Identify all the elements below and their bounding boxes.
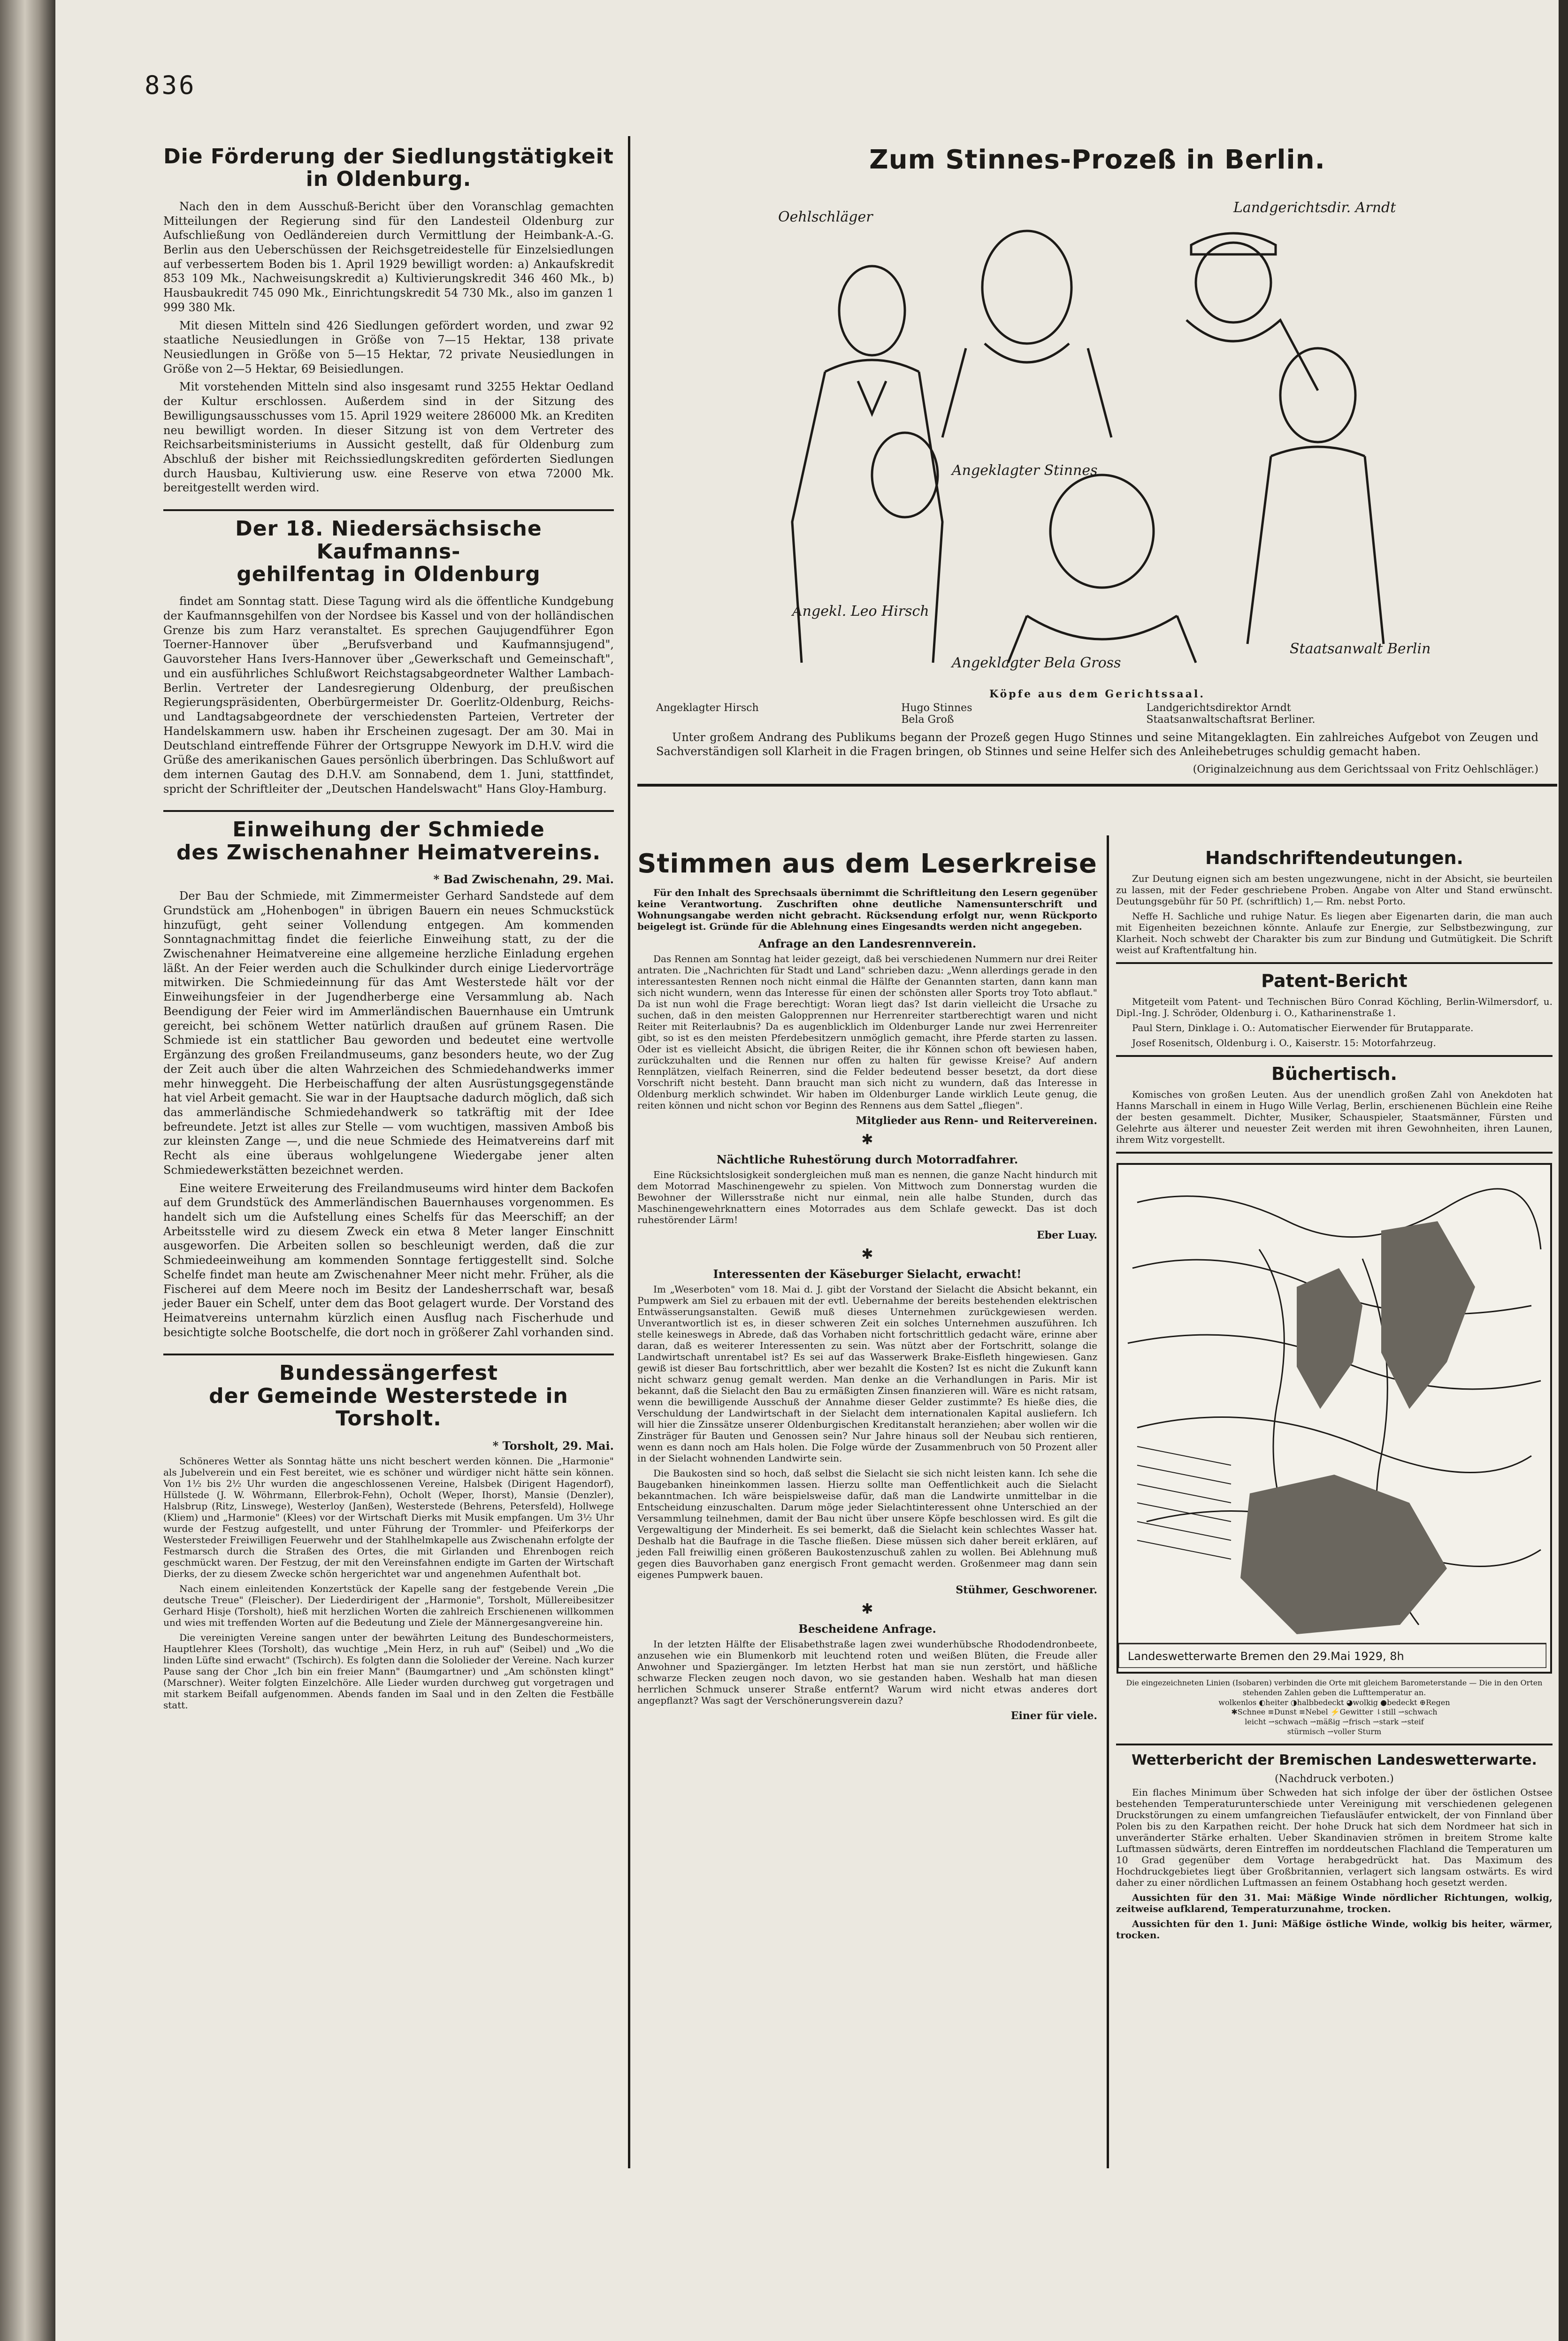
paragraph: Eine Rücksichtslosigkeit sondergleichen muß man es nennen, die ganze Nacht hindurch mit dem Motorrad Maschinengewehr zu spielen. Von Mittwoch zum Donnerstag wurden die Bewohner der Willersstraße nicht nur einmal, nein alle halbe Stunden, durch das Maschinengewehrknattern eines Motorrades aus dem Schlafe geweckt. Das ist doch ruhestörender Lärm! <box>637 1169 1097 1225</box>
letter-title: Interessenten der Käseburger Sielacht, erwacht! <box>713 1267 1022 1281</box>
paragraph: Nach einem einleitenden Konzertstück der Kapelle sang der festgebende Verein „Die deutsche Treue" (Fleischer). Der Liederdirigent der „Harmonie", Torsholt, Müllereibesitzer Gerhard Hisje (Torsholt), hieß mit herzlichen Worten die zahlreich Erschienenen willkommen und wies mit treffenden Worten auf die Bedeutung und Ziele der Männergesangvereine hin. <box>163 1583 614 1628</box>
legend-line: ✱Schnee ≡Dunst ≡Nebel ⚡Gewitter ⇂still ⇀schwach <box>1231 1707 1438 1717</box>
section-title: Wetterbericht der Bremischen Landeswetterwarte. <box>1132 1752 1537 1768</box>
article-title: Die Förderung der Siedlungstätigkeit in Oldenburg. <box>163 145 614 191</box>
dateline: * Torsholt, 29. Mai. <box>492 1438 614 1453</box>
forecast: Aussichten für den 1. Juni: Mäßige östliche Winde, wolkig bis heiter, wärmer, trocken. <box>1116 1918 1553 1941</box>
courtroom-sketch <box>764 193 1430 686</box>
section-subtitle: (Nachdruck verboten.) <box>1275 1773 1394 1785</box>
article-kaufmann <box>163 518 614 796</box>
paragraph: Der Bau der Schmiede, mit Zimmermeister Gerhard Sandstede auf dem Grundstück am „Hohenbogen" in übrigen Bauern ein neues Schmuckstück hinzufügt, geht seiner Vollendung entgegen. Am kommenden Sonntagnachmittag findet die feierliche Einweihung statt, zu der die Zwischenahner Heimatvereine eine allgemeine herzliche Einladung ergehen läßt. An der Feier werden auch die Schulkinder durch einige Liedervorträge mitwirken. Die Schmiedeinnung für das Amt Westerstede hält vor der Einweihungsfeier in der Jugendherberge eine Versammlung ab. Nach Beendigung der Feier wird im Ammerländischen Bauernhause ein Umtrunk gereicht, bei schönem Wetter natürlich draußen auf grünem Rasen. Die Schmiede ist ein stattlicher Bau geworden und bedeutet eine wertvolle Ergänzung des großen Freilandmuseums, ganz besonders heute, wo der Zug der Zeit auch über die alten Wahrzeichen des Schmiedehandwerks immer mehr hinweggeht. Die Herbeischaffung der alten Ausrüstungsgegenstände hat viel Arbeit gemacht. Sie war in der Hauptsache dadurch möglich, daß sich das ammerländische Schmiedehandwerk so tatkräftig mit der Idee befreundete. Jetzt ist alles zur Stelle — vom wuchtigen, massiven Amboß bis zur kleinsten Zange —, und die neue Schmiede des Heimatvereins darf mit Recht als eine überaus wohlgelungene Wiedergabe jener alten Schmiedewerkstätten bezeichnet werden. <box>163 889 614 1177</box>
divider <box>637 784 1557 787</box>
caption-name: Staatsanwaltschaftsrat Berliner. <box>1146 713 1316 726</box>
paragraph: Die vereinigten Vereine sangen unter der bewährten Leitung des Bundeschormeisters, Hauptlehrer Klees (Torsholt), das wuchtige „Mein Herz, in ruh auf" (Seibel) und „Wo die linden Lüfte sind erwacht" (Tschirch). Es folgten dann die Sololieder der Vereine. Nach kurzer Pause sang der Chor „Ich bin ein freier Mann" (Baumgartner) und „Am schönsten klingt" (Marschner). Weiter folgten Einzelchöre. Alle Lieder wurden durchweg gut vorgetragen und mit starkem Beifall aufgenommen. Abends fanden im Saal und in den Zelten die Festbälle statt. <box>163 1631 614 1711</box>
section-title: Büchertisch. <box>1271 1063 1397 1084</box>
paragraph: Das Rennen am Sonntag hat leider gezeigt, daß bei verschiedenen Nummern nur drei Reiter antraten. Die „Nachrichten für Stadt und Land" schrieben dazu: „Wenn allerdings gerade in den interessantesten Rennen noch nicht einmal die Hälfte der Genannten starten, dann kann man sich nicht wundern, wenn das Interesse für einen der schönsten aller Sports troy Toto abflaut." Da ist nun wohl die Frage berechtigt: Woran liegt das? Ist darin vielleicht die Ursache zu suchen, daß in den meisten Galopprennen nur Herrenreiter startberechtigt waren und nicht Reiter mit Reiterlaubnis? Da es augenblicklich im Oldenburger Lande nur zwei Herrenreiter gibt, so ist es den meisten Pferdebesitzern unmöglich gemacht, ihre Pferde starten zu lassen. Oder ist es vielleicht Absicht, die übrigen Reiter, die ihr Können schon oft bewiesen haben, zurückzuhalten und die Rennen nur offen zu halten für gewisse Kreise? Auf andern Rennplätzen, vielfach Reinerren, sind die Felder bedeutend besser besetzt, da dort diese Vorschrift nicht besteht. Dann braucht man sich nicht zu wundern, daß das Interesse in Oldenburg merklich schwindet. Wir haben im Oldenburger Lande wirklich Leute genug, die reiten können und nicht schon vor Beginn des Rennens aus dem Sattel „fliegen". <box>637 953 1097 1111</box>
paragraph: findet am Sonntag statt. Diese Tagung wird als die öffentliche Kundgebung der Kaufmannsgehilfen von der Nordsee bis Kassel und von der holländischen Grenze bis zum Harz veranstaltet. Es sprechen Gaujugendführer Egon Toerner-Hannover über „Berufsverband und Kaufmannsjugend", Gauvorsteher Hans Ivers-Hannover über „Gewerkschaft und Gemeinschaft", und ein ausführliches Schlußwort Reichstagsabgeordneter Walther Lambach-Berlin. Vertreter der Landesregierung Oldenburg, der preußischen Regierungspräsidenten, Oberbürgermeister Dr. Goerlitz-Oldenburg, Reichs- und Landtagsabgeordnete der verschiedensten Parteien, Vertreter der Handelskammern usw. haben ihr Erscheinen zugesagt. Der am 30. Mai in Deutschland eintreffende Führer der Ortsgruppe Newyork im D.H.V. wird die Grüße des amerikanischen Gaues persönlich überbringen. Das Schlußwort auf dem internen Gautag des D.H.V. am Sonnabend, dem 1. Juni, stattfindet, spricht der Schriftleiter der „Deutschen Handelswacht" Hans Gloy-Hamburg. <box>163 595 614 796</box>
sketch-label: Angekl. Leo Hirsch <box>792 603 929 620</box>
paragraph: Im „Weserboten" vom 18. Mai d. J. gibt der Vorstand der Sielacht die Absicht bekannt, ein Pumpwerk am Siel zu erbauen mit der evtl. Uebernahme der bereits bestehenden elektrischen Entwässerungsanstalten. Gewiß muß dieses Unternehmen zurückgewiesen werden. Unverantwortlich ist es, in dieser schweren Zeit ein solches Unternehmen auszuführen. Ich stelle keineswegs in Abrede, daß das Vorhaben nicht fortschrittlich gedacht wäre, erinne aber daran, daß es weiterer Interessenten zu sein. Was nützt aber der Fortschritt, solange die Landwirtschaft unrentabel ist? Es sei auf das Wasserwerk Brake-Eisfleth hingewiesen. Ganz gewiß ist dieser Bau fortschrittlich, aber wer bezahlt die Kosten? Ist es nicht die Zukunft kann nicht schwarz genug gemalt werden. Man denke an die Verhandlungen in Paris. Mir ist bekannt, daß die Sielacht den Bau zu ermäßigten Zinsen finanzieren will. Wäre es nicht ratsam, wenn die bewilligende Ausschuß der Annahme dieser Gelder zustimmte? Es hieße dies, die Verschuldung der Landwirtschaft in der Sielacht dem internationalen Kapital ausliefern. Ich will hier die Zinssätze unserer Oldenburgischen Kreditanstalt heranziehen; aber wollen wir die Zinsträger für Bauten und Genossen sein? Nur Jahre hinaus soll der Neubau sich rentieren, wenn es dann noch am Hals holen. Die Folge würde der Zusammenbruch von 50 Prozent aller in der Sielacht wohnenden Landwirte sein. <box>637 1283 1097 1464</box>
legend-line: wolkenlos ◐heiter ◑halbbedeckt ◕wolkig ●bedeckt ⊕Regen <box>1218 1698 1450 1707</box>
divider <box>1116 1055 1553 1057</box>
letter-title: Anfrage an den Landesrennverein. <box>758 936 977 950</box>
article-title: Der 18. Niedersächsische Kaufmanns- gehilfentag in Oldenburg <box>235 517 542 586</box>
caption-names <box>656 702 1538 726</box>
column-rule <box>1107 835 1109 2168</box>
letter-title: Nächtliche Ruhestörung durch Motorradfahrer. <box>716 1152 1018 1166</box>
signature: Stühmer, Geschworener. <box>956 1584 1097 1596</box>
caption-text: Unter großem Andrang des Publikums begann der Prozeß gegen Hugo Stinnes und seine Mitangeklagten. Ein zahlreiches Aufgebot von Zeugen und Sachverständigen soll Klarheit in die Fragen bringen, ob Stinnes und seine Helfer sich des Anleihebetruges schuldig gemacht haben. <box>656 730 1538 758</box>
sketch-label: Landgerichtsdir. Arndt <box>1233 199 1396 216</box>
paragraph: In der letzten Hälfte der Elisabethstraße lagen zwei wunderhübsche Rhododendronbeete, anzusehen wie ein Blumenkorb mit leuchtend roten und weißen Blüten, die Freude aller Anwohner und Spaziergänger. Im letzten Herbst hat man sie nun zerstört, und häßliche schwarze Flecken zeugen noch davon, wo sie gestanden haben. Weshalb hat man diesen herrlichen Schmuck unserer Straße entfernt? Warum wird nicht etwas anderes dort angepflanzt? Was sagt der Verschönerungsverein dazu? <box>637 1638 1097 1706</box>
article-saengerfest <box>163 1362 614 1710</box>
paragraph: Mitgeteilt vom Patent- und Technischen Büro Conrad Köchling, Berlin-Wilmersdorf, u. Dipl.-Ing. J. Schröder, Oldenburg i. O., Katharinenstraße 1. <box>1116 996 1553 1018</box>
paragraph: Mit diesen Mitteln sind 426 Siedlungen gefördert worden, und zwar 92 staatliche Neusiedlungen in Größe von 7—15 Hektar, 138 private Neusiedlungen in Größe von 5—15 Hektar, 72 private Neusiedlungen in Größe von 2—5 Hektar, 69 Beisiedlungen. <box>163 319 614 375</box>
sketch-label: Angeklagter Stinnes <box>952 462 1098 479</box>
forecast: Aussichten für den 31. Mai: Mäßige Winde nördlicher Richtungen, wolkig, zeitweise aufklarend, Temperaturzunahme, trocken. <box>1116 1891 1553 1914</box>
divider <box>1116 1744 1553 1745</box>
book-binding <box>0 0 55 2341</box>
paragraph: Eine weitere Erweiterung des Freilandmuseums wird hinter dem Backofen auf dem Grundstück des Ammerländischen Bauernhauses vorgenommen. Es handelt sich um die Aufstellung eines Schelfs für das Meerschiff; an der Arbeitsstelle wird zu diesem Zweck ein etwa 8 Meter langer Einschnitt ausgeworfen. Die Arbeiten sollen so beschleunigt werden, daß die zur Schmiedeeinweihung am kommenden Sonntage fertiggestellt sind. Solche Schelfe findet man heute am Zwischenahner Meer nicht mehr. Früher, als die Fischerei auf dem Meere noch im Besitz der Landesherrschaft war, besaß jeder Bauer ein Schelf, unter dem das Boot gelagert wurde. Der Vorstand des Heimatvereins unternahm kürzlich einen Ausflug nach Fischerhude und besichtigte solche Bootschelfe, die dort noch in größerer Zahl vorhanden sind. <box>163 1181 614 1339</box>
sketch-label: Angeklagter Bela Gross <box>952 654 1121 671</box>
caption-name: Bela Groß <box>901 713 954 726</box>
column-rule <box>628 136 630 2168</box>
paragraph: Ein flaches Minimum über Schweden hat sich infolge der über der östlichen Ostsee bestehenden Temperaturunterschiede unter Vereinigung mit verschiedenen gelegenen Druckstörungen zu einem umfangreichen Tiefausläufer entwickelt, der von Finnland über Polen bis zu den Karpathen reicht. Der hohe Druck hat sich dem Nordmeer hat sich in unveränderter Stärke erhalten. Ueber Skandinavien strömen in breitem Strome kalte Luftmassen südwärts, deren Eintreffen im norddeutschen Flachland die Temperaturen um 10 Grad gegenüber dem Vortage herabgedrückt hat. Das Maximum des Hochdruckgebietes liegt über Großbritannien, verlagert sich langsam ostwärts. Es wird daher zu einer nördlichen Luftmassen an feinem Ostabhang hoch gesetzt werden. <box>1116 1786 1553 1888</box>
map-legend <box>1116 1678 1553 1737</box>
divider <box>163 1354 614 1355</box>
sketch-label: Oehlschläger <box>778 208 873 225</box>
caption-name: Hugo Stinnes <box>901 702 972 714</box>
paragraph: Zur Deutung eignen sich am besten ungezwungene, nicht in der Absicht, sie beurteilen zu lassen, mit der Feder geschriebene Proben. Angabe von Alter und Stand erwünscht. Deutungsgebühr für 50 Pf. (schriftlich) 1,— Rm. nebst Porto. <box>1116 873 1553 907</box>
weather-map <box>1117 1163 1552 1674</box>
intro: Für den Inhalt des Sprechsaals übernimmt die Schriftleitung den Lesern gegenüber keine Verantwortung. Zuschriften ohne deutliche Namensunterschrift und Wohnungsangabe werden nicht gebracht. Rücksendung erfolgt nur, wenn Rückporto beigelegt ist. Gründe für die Ablehnung eines Eingesandts werden nicht angegeben. <box>637 887 1097 932</box>
page-number: 836 <box>145 70 196 100</box>
paragraph: Nach den in dem Ausschuß-Bericht über den Voranschlag gemachten Mitteilungen der Regierung sind für den Landesteil Oldenburg zur Aufschließung von Oedländereien durch Vermittlung der Heimbank-A.-G. Berlin aus den Ueberschüssen der Reichsgetreidestelle für Einzelsiedlungen auf verbessertem Boden bis 1. April 1929 bewilligt worden: a) Ankaufskredit 853 109 Mk., Nachweisungskredit a) Kultivierungskredit 346 460 Mk., b) Hausbaukredit 745 090 Mk., Einrichtungskredit 54 730 Mk., also im ganzen 1 999 380 Mk. <box>163 199 614 314</box>
sketch-label: Staatsanwalt Berliner <box>1290 640 1430 657</box>
article-schmiede <box>163 819 614 1339</box>
caption-name <box>656 714 901 726</box>
dateline: * Bad Zwischenahn, 29. Mai. <box>433 872 614 887</box>
divider <box>1116 962 1553 964</box>
divider <box>1116 1152 1553 1154</box>
paragraph: Josef Rosenitsch, Oldenburg i. O., Kaiserstr. 15: Motorfahrzeug. <box>1132 1037 1436 1048</box>
divider <box>163 509 614 511</box>
paragraph: Paul Stern, Dinklage i. O.: Automatischer Eierwender für Brutapparate. <box>1132 1022 1474 1033</box>
signature: Einer für viele. <box>1010 1709 1097 1722</box>
section-title: Handschriftendeutungen. <box>1205 848 1463 868</box>
legend-line: leicht ⇀schwach ⇀mäßig ⇀frisch ⇀stark ⇀steif <box>1245 1717 1424 1727</box>
paragraph: Mit vorstehenden Mitteln sind also insgesamt rund 3255 Hektar Oedland der Kultur erschlossen. Außerdem sind in der Sitzung des Bewilligungsausschusses vom 15. April 1929 weitere 286000 Mk. an Krediten neu bewilligt worden. In dieser Sitzung ist von dem Vertreter des Reichsarbeitsministeriums in Aussicht gestellt, daß für Oldenburg zum Abschluß der bisher mit Reichssiedlungskrediten geförderten Siedlungen durch Hausbau, Kultivierung usw. eine Reserve von etwa 72000 Mk. bereitgestellt werden wird. <box>163 380 614 495</box>
signature: Mitglieder aus Renn- und Reitervereinen. <box>856 1114 1097 1127</box>
paragraph: Schöneres Wetter als Sonntag hätte uns nicht beschert werden können. Die „Harmonie" als Jubelverein und ein Fest bereitet, wie es schöner und würdiger nicht hätte sein können. Von 1½ bis 2½ Uhr wurden die angeschlossenen Vereine, Halsbek (Dirigent Hagendorf), Hüllstede (J. W. Wöhrmann, Ellerbrok-Fehn), Ocholt (Weper, Ihorst), Mansie (Denzler), Halsbrup (Ritz, Linswege), Westerloy (Janßen), Westerstede (Behrens, Petersfeld), Hollwege (Kliem) und „Harmonie" (Klees) vor der Wirtschaft Dierks mit Musik empfangen. Um 3½ Uhr wurde der Festzug aufgestellt, und unter Führung der Trommler- und Pfeiferkorps der Westersteder Freiwilligen Feuerwehr und der Stahlhelmkapelle aus Zwischenahn erfolgte der Festmarsch durch die Straßen des Ortes, die mit Girlanden und Ehrenbogen reich geschmückt waren. Der Festzug, der mit den Vereinsfahnen endigte im Garten der Wirtschaft Dierks, der zu diesem Zwecke schön hergerichtet war und angenehmen Aufenthalt bot. <box>163 1455 614 1579</box>
article-title: Stimmen aus dem Leserkreise <box>637 849 1097 879</box>
map-footer: Landeswetterwarte Bremen den 29.Mai 1929, 8h <box>1128 1650 1404 1663</box>
caption-name: Angeklagter Hirsch <box>656 702 759 714</box>
separator-star: ✱ <box>861 1600 873 1617</box>
divider <box>163 810 614 812</box>
signature: Eber Luay. <box>1036 1229 1097 1241</box>
section-title: Patent-Bericht <box>1261 971 1407 991</box>
caption-credit: (Originalzeichnung aus dem Gerichtssaal von Fritz Oehlschläger.) <box>1193 764 1538 776</box>
column-middle <box>637 845 1097 1727</box>
paragraph: Neffe H. Sachliche und ruhige Natur. Es liegen aber Eigenarten darin, die man auch mit Eigenheiten bezeichnen könnte. Anlaufe zur Energie, zur Selbstbezwingung, zur Klarheit. Noch schwebt der Charakter bis zum zur Bindung und Gutmütigkeit. Die Schrift weist auf Kraftentfaltung hin. <box>1116 910 1553 956</box>
paragraph: Die Baukosten sind so hoch, daß selbst die Sielacht sie sich nicht leisten kann. Ich sehe die Baugebanken hineinkommen lassen. Hierzu sollte man Oeffentlichkeit auch die Sielacht bekanntmachen. Ich wäre beispielsweise dafür, daß man die Landwirte unmittelbar in die Entscheidung einzuschalten. Darum möge jeder Sielachtinteressent ohne Unterschied an der Versammlung teilnehmen, damit der Bau nicht über unsere Köpfe beschlossen wird. Es gilt die Vergewaltigung der Minderheit. Es sei bemerkt, daß die Sielacht kein schlechtes Wasser hat. Deshalb hat die Baufrage in die Tasche fließen. Diese müssen sich daher bereit erklären, auf jeden Fall freiwillig einen größeren Baukostenzuschuß zahlen zu wollen. Bei Ablehnung muß gegen dies Bauvorhaben ganz energisch Front gemacht werden. Großenmeer mag dann sein eigenes Pumpwerk bauen. <box>637 1467 1097 1580</box>
legend-line: stürmisch ⇀voller Sturm <box>1287 1727 1382 1736</box>
article-title: Einweihung der Schmiede des Zwischenahner Heimatvereins. <box>176 818 601 864</box>
caption-title: Köpfe aus dem Gerichtssaal. <box>989 688 1205 700</box>
courtroom-sketch-svg <box>764 193 1430 686</box>
legend-line: Die eingezeichneten Linien (Isobaren) verbinden die Orte mit gleichem Barometerstande — Die in den Orten stehenden Zahlen geben die Lufttemperatur an. <box>1126 1678 1543 1697</box>
article-title: Bundessängerfest der Gemeinde Westerstede in Torsholt. <box>209 1361 568 1431</box>
caption-name: Landgerichtsdirektor Arndt <box>1146 702 1291 714</box>
stinnes-section <box>637 141 1557 793</box>
separator-star: ✱ <box>861 1246 873 1262</box>
letter-title: Bescheidene Anfrage. <box>798 1622 936 1636</box>
paragraph: Komisches von großen Leuten. Aus der unendlich großen Zahl von Anekdoten hat Hanns Marschall in einem in Hugo Wille Verlag, Berlin, erschienenen Büchlein eine Reihe der besten gesammelt. Dichter, Musiker, Schauspieler, Staatsmänner, Fürsten und Gelehrte aus älterer und neuester Zeit werden mit ihren Gewohnheiten, ihren Launen, ihrem Witz vorgestellt. <box>1116 1089 1553 1145</box>
article-siedlung <box>163 145 614 495</box>
separator-star: ✱ <box>861 1131 873 1148</box>
newspaper-page <box>55 0 1559 2341</box>
column-left <box>163 141 614 1725</box>
article-title: Zum Stinnes-Prozeß in Berlin. <box>869 145 1325 175</box>
weather-map-svg <box>1118 1165 1546 1668</box>
column-right <box>1116 845 1553 1944</box>
